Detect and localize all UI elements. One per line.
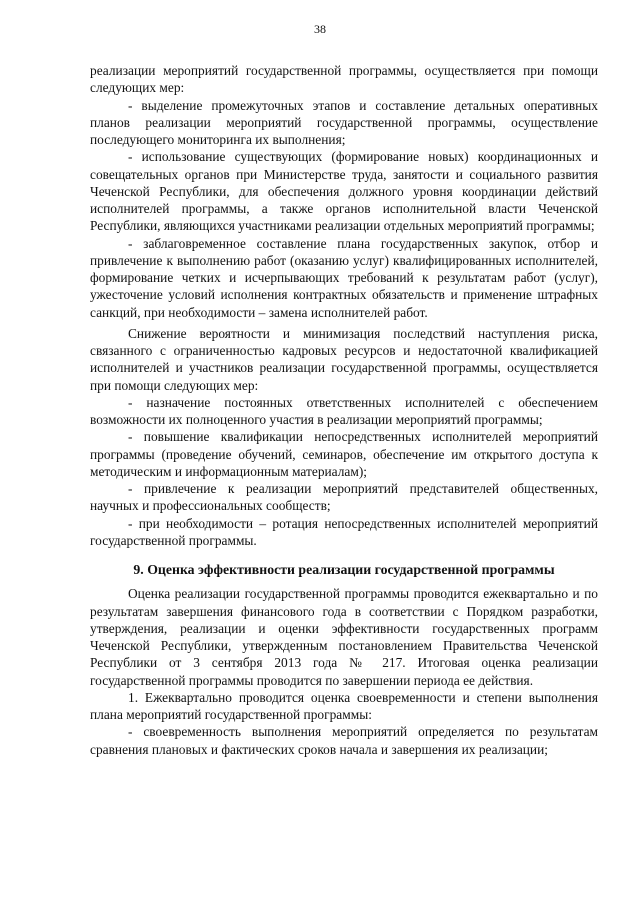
list-item: - при необходимости – ротация непосредственных исполнителей мероприятий государственной программы. [90, 515, 598, 548]
paragraph-intro: реализации мероприятий государственной программы, осуществляется при помощи следующих мер: [90, 63, 598, 96]
list-item: - своевременность выполнения мероприятий определяется по результатам сравнения плановых и фактических сроков начала и завершения их реализации; [90, 724, 598, 757]
list-item: - использование существующих (формирование новых) координационных и совещательных органов при Министерстве труда, занятости и социального развития Чеченской Республики, для обеспечения должного уровня координации действий исполнителей программы, а также органов исполнительной власти Чеченской Республики, являющихся участниками реализации отдельных мероприятий программы; [90, 149, 598, 234]
list-item: - привлечение к реализации мероприятий представителей общественных, научных и профессиональных сообществ; [90, 481, 598, 514]
list-item: - выделение промежуточных этапов и составление детальных оперативных планов реализации мероприятий государственной программы, осуществление последующего мониторинга их выполнения; [90, 97, 598, 147]
list-item: - назначение постоянных ответственных исполнителей с обеспечением возможности их полноценного участия в реализации мероприятий программы; [90, 394, 598, 427]
paragraph-quarterly: 1. Ежеквартально проводится оценка своевременности и степени выполнения плана мероприятий государственной программы: [90, 689, 598, 722]
list-item: - заблаговременное составление плана государственных закупок, отбор и привлечение к выполнению работ (оказанию услуг) квалифицированных исполнителей, формирование четких и исчерпывающих требований к результатам работ (услуг), ужесточение условий исполнения контрактных обязательств и применение штрафных санкций, при необходимости – замена исполнителей работ. [90, 235, 598, 320]
list-item: - повышение квалификации непосредственных исполнителей мероприятий программы (проведение обучений, семинаров, обеспечение им открытого доступа к методическим и информационным материалам); [90, 429, 598, 479]
page-number: 38 [314, 22, 326, 36]
document-body [90, 62, 598, 758]
paragraph-risk: Снижение вероятности и минимизация последствий наступления риска, связанного с ограниченностью кадровых ресурсов и недостаточной квалификацией исполнителей и участников реализации государственной программы, осуществляется при помощи следующих мер: [90, 325, 598, 393]
paragraph-evaluation: Оценка реализации государственной программы проводится ежеквартально и по результатам завершения финансового года в соответствии с Порядком разработки, утверждения, реализации и оценки эффективности государственных программ Чеченской Республики, утвержденным постановлением Правительства Чеченской Республики от 3 сентября 2013 года № 217. Итоговая оценка реализации государственной программы проводится по завершении периода ее действия. [90, 586, 598, 688]
section-heading: 9. Оценка эффективности реализации государственной программы [133, 562, 555, 577]
